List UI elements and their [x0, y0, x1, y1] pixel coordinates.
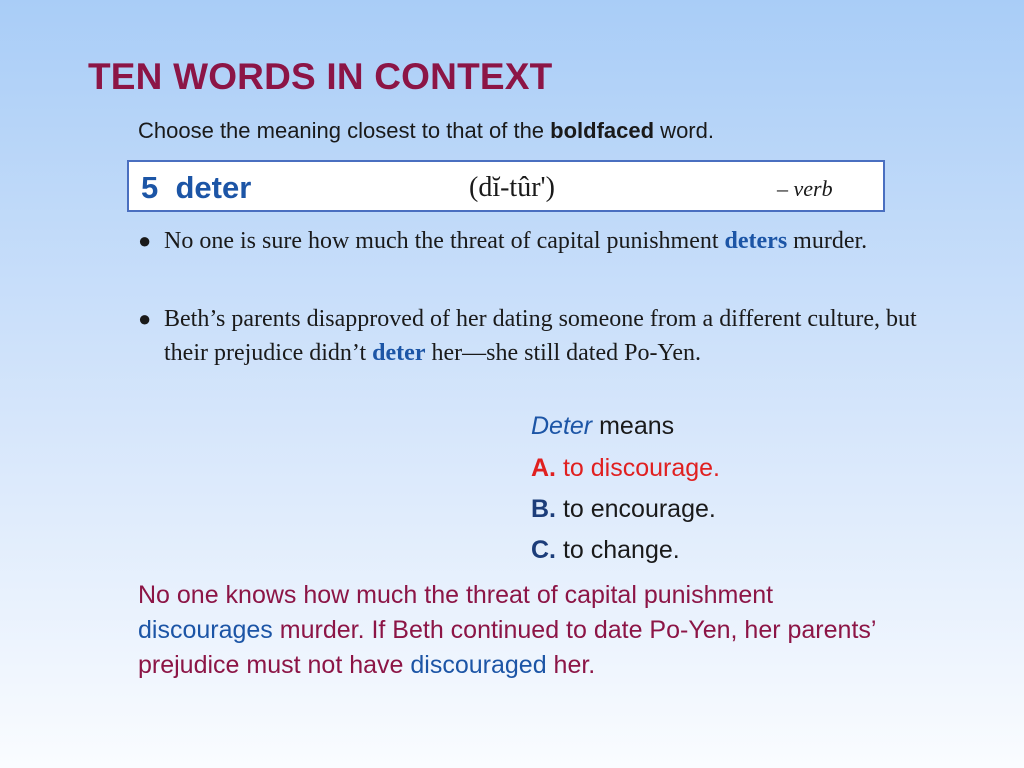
example-sentence-1 [138, 224, 918, 258]
explanation-highlight-1: discourages [138, 616, 273, 644]
pronunciation: (dĭ-tûr') [469, 172, 555, 203]
example-highlight: deters [724, 228, 788, 254]
instruction-before: Choose the meaning closest to that of the [138, 118, 551, 143]
example-sentence-2 [138, 302, 918, 370]
example-text [138, 302, 918, 370]
meaning-intro-rest: means [592, 412, 675, 440]
instruction-bold-word: boldfaced [550, 118, 655, 143]
option-letter: C. [531, 536, 556, 564]
example-after: murder. [787, 228, 868, 254]
explanation-highlight-2: discouraged [410, 651, 547, 679]
example-highlight: deter [372, 340, 426, 366]
instruction-text [138, 118, 714, 144]
option-letter: B. [531, 495, 556, 523]
instruction-after: word. [654, 118, 714, 143]
explanation-part-2: murder. If Beth continued to date Po-Yen, her parents’ prejudice must not have [138, 616, 876, 679]
meaning-word: Deter [531, 412, 593, 440]
explanation-part-1: No one knows how much the threat of capital punishment [138, 581, 774, 609]
explanation-part-3: her. [546, 651, 596, 679]
part-of-speech: – verb [777, 176, 833, 201]
word-number-and-word: 5 deter [141, 170, 252, 205]
example-after: her—she still dated Po-Yen. [425, 340, 702, 366]
option-b[interactable] [531, 495, 716, 524]
bullet-icon: ● [138, 306, 152, 331]
example-before: No one is sure how much the threat of capital punishment [164, 228, 725, 254]
explanation-text [138, 578, 898, 683]
example-text [138, 224, 918, 258]
vocabulary-word-box [127, 160, 885, 212]
option-c[interactable] [531, 536, 680, 565]
option-text: to discourage. [556, 454, 720, 482]
option-a[interactable] [531, 454, 720, 483]
meaning-intro [531, 412, 674, 441]
slide-title: TEN WORDS IN CONTEXT [88, 56, 553, 97]
option-text: to change. [556, 536, 680, 564]
bullet-icon: ● [138, 228, 152, 253]
option-letter: A. [531, 454, 556, 482]
example-before: Beth’s parents disapproved of her dating someone from a different culture, but their prejudice didn’t [164, 306, 917, 366]
option-text: to encourage. [556, 495, 716, 523]
